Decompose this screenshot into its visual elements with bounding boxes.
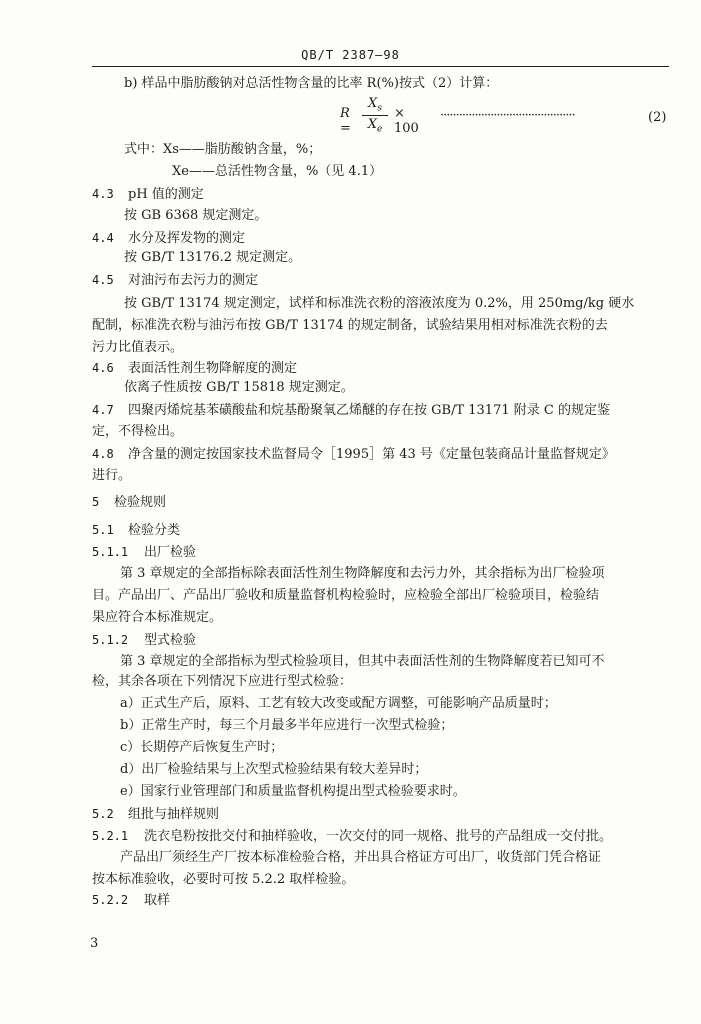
fraction-bar [362,115,388,116]
page-number: 3 [90,936,99,951]
section-5-heading: 5 检验规则 [92,495,167,510]
formula-fraction [362,96,388,134]
section-5-1-2-line-1: 第 3 章规定的全部指标为型式检验项目，但其中表面活性剂的生物降解度若已知可不 [120,654,605,669]
list-item-e: e）国家行业管理部门和质量监督机构提出型式检验要求时。 [120,784,466,799]
section-5-2-1-line-1: 5.2.1 洗衣皂粉按批交付和抽样验收，一次交付的同一规格、批号的产品组成一交付批。 [92,829,613,844]
header-rule [92,66,669,67]
section-5-2-1-line-2: 产品出厂须经生产厂按本标准检验合格，并出具合格证方可出厂，收货部门凭合格证 [120,850,602,865]
section-4-6-heading: 4.6 表面活性剂生物降解度的测定 [92,361,298,376]
section-5-1-1-heading: 5.1.1 出厂检验 [92,545,197,560]
formula-leader-dots: ··········································· [440,108,575,123]
section-4-5-line-3: 污力比值表示。 [92,340,184,355]
formula-denominator: $X_e$ [367,116,383,135]
formula-intro: b) 样品中脂肪酸钠对总活性物含量的比率 R(%)按式（2）计算： [124,76,499,91]
formula-where-1: 式中：Xs——脂肪酸钠含量，%； [124,142,322,157]
section-5-1-heading: 5.1 检验分类 [92,523,181,538]
section-5-2-2-heading: 5.2.2 取样 [92,893,171,908]
section-4-4-heading: 4.4 水分及挥发物的测定 [92,231,246,246]
list-item-b: b）正常生产时，每三个月最多半年应进行一次型式检验； [120,718,454,733]
standard-code-header: QB/T 2387—98 [301,48,400,62]
section-4-3-body: 按 GB 6368 规定测定。 [124,208,268,223]
section-4-3-heading: 4.3 pH 值的测定 [92,187,204,202]
section-4-5-line-2: 配制，标准洗衣粉与油污布按 GB/T 13174 的规定制备，试验结果用相对标准洗衣粉的去 [92,318,608,333]
section-4-5-heading: 4.5 对油污布去污力的测定 [92,273,259,288]
section-4-7-line-2: 定，不得检出。 [92,424,184,439]
section-5-2-1-line-3: 按本标准验收，必要时可按 5.2.2 取样检验。 [92,872,355,887]
formula-where-2: Xe——总活性物含量，%（见 4.1） [172,164,383,179]
section-5-1-2-heading: 5.1.2 型式检验 [92,633,197,648]
section-5-1-1-line-2: 目。产品出厂、产品出厂验收和质量监督机构检验时，应检验全部出厂检验项目，检验结 [92,588,600,603]
equation-number: (2) [648,110,667,125]
section-4-8-line-1: 4.8 净含量的测定按国家技术监督局令［1995］第 43 号《定量包装商品计量监督规定》 [92,447,615,462]
section-4-7-line-1: 4.7 四聚丙烯烷基苯磺酸盐和烷基酚聚氧乙烯醚的存在按 GB/T 13171 附录 C 的规定鉴 [92,403,610,418]
list-item-a: a）正式生产后，原料、工艺有较大改变或配方调整，可能影响产品质量时； [120,696,557,711]
section-5-1-2-line-2: 检，其余各项在下列情况下应进行型式检验： [92,674,353,689]
list-item-d: d）出厂检验结果与上次型式检验结果有较大差异时； [120,762,428,777]
list-item-c: c）长期停产后恢复生产时； [120,740,284,755]
section-5-1-1-line-1: 第 3 章规定的全部指标除表面活性剂生物降解度和去污力外，其余指标为出厂检验项 [120,566,605,581]
formula-numerator: $X_s$ [368,96,382,114]
formula-times: × 100 [394,106,419,136]
section-4-8-line-2: 进行。 [92,468,132,483]
section-4-6-body: 依离子性质按 GB/T 15818 规定测定。 [124,380,354,395]
section-5-1-1-line-3: 果应符合本标准规定。 [92,610,223,625]
section-5-2-heading: 5.2 组批与抽样规则 [92,807,220,822]
section-4-5-line-1: 按 GB/T 13174 规定测定，试样和标准洗衣粉的溶液浓度为 0.2%，用 250mg/kg 硬水 [124,296,635,311]
section-4-4-body: 按 GB/T 13176.2 规定测定。 [124,250,302,265]
formula-lhs: R = [340,106,351,136]
